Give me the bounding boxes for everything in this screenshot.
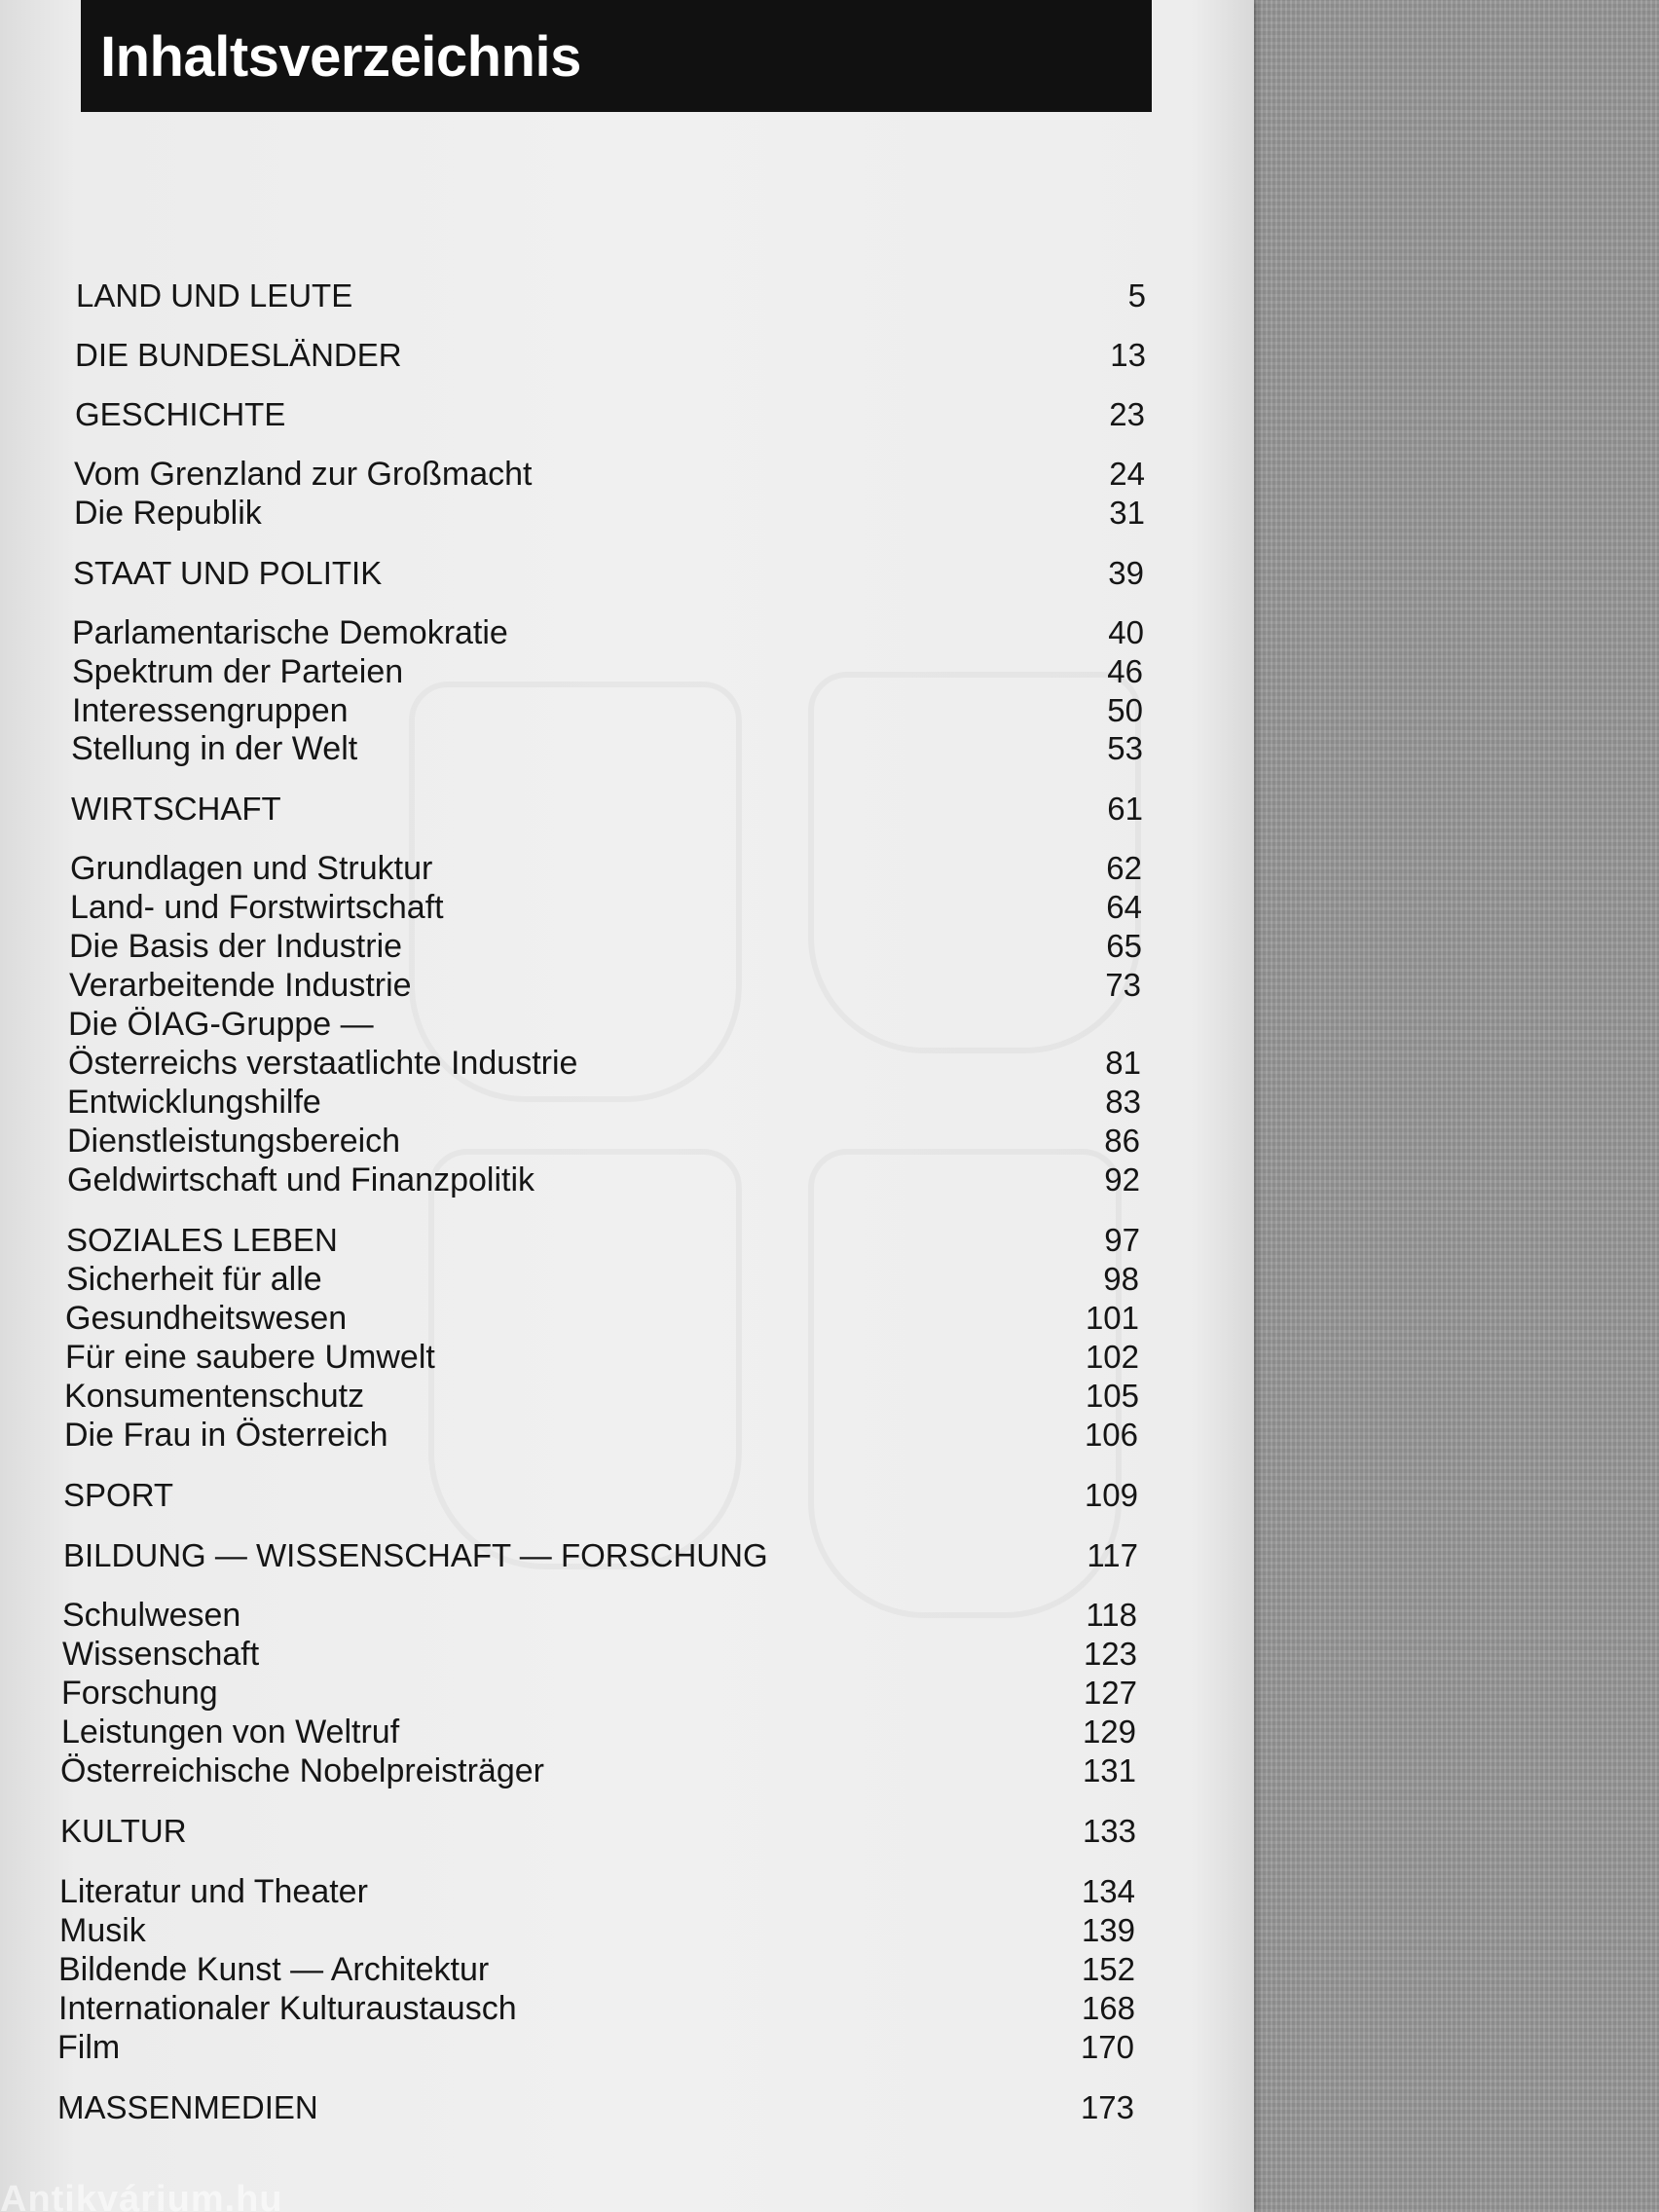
toc-page-number: 5: [1127, 277, 1146, 313]
toc-page-number: 61: [1107, 791, 1143, 827]
toc-section: [75, 337, 1146, 374]
toc-item: [74, 495, 1145, 533]
toc-label: Dienstleistungsbereich: [67, 1123, 401, 1160]
toc-page-number: 102: [1085, 1339, 1139, 1375]
toc-page-number: 97: [1104, 1222, 1140, 1258]
toc-item: [64, 1417, 1138, 1455]
toc-page-number: 134: [1081, 1873, 1135, 1909]
toc-label: Land- und Forstwirtschaft: [70, 889, 444, 926]
toc-page-number: 64: [1106, 889, 1142, 925]
toc-label: Die ÖIAG-Gruppe —: [68, 1006, 374, 1043]
toc-section: [75, 396, 1145, 433]
toc-label: Schulwesen: [62, 1597, 241, 1634]
toc-label: SPORT: [63, 1477, 174, 1513]
toc-item: [58, 1951, 1135, 1989]
toc-item: [62, 1597, 1137, 1635]
toc-label: Wissenschaft: [62, 1636, 260, 1673]
page-title: Inhaltsverzeichnis: [81, 0, 1152, 112]
toc-page-number: 39: [1108, 555, 1144, 591]
toc-page-number: 129: [1082, 1714, 1136, 1750]
toc-item: [61, 1675, 1137, 1713]
toc-label: Leistungen von Weltruf: [61, 1714, 400, 1751]
toc-label: Vom Grenzland zur Großmacht: [74, 456, 533, 493]
toc-label: Die Republik: [74, 495, 262, 532]
toc-item: [61, 1714, 1136, 1751]
toc-item: [70, 850, 1142, 888]
toc-page-number: 133: [1082, 1813, 1136, 1849]
toc-label: Sicherheit für alle: [66, 1261, 322, 1298]
toc-item: [72, 692, 1143, 730]
toc-item: [70, 889, 1142, 927]
toc-label: Parlamentarische Demokratie: [72, 614, 508, 651]
toc-section: [76, 277, 1146, 314]
toc-label: WIRTSCHAFT: [71, 791, 281, 827]
toc-item: [71, 730, 1143, 768]
toc-item: [69, 967, 1141, 1005]
toc-label: LAND UND LEUTE: [76, 277, 353, 313]
toc-label: Literatur und Theater: [59, 1873, 368, 1910]
toc-label: Die Frau in Österreich: [64, 1417, 388, 1454]
toc-section: [63, 1477, 1138, 1514]
toc-page-number: 62: [1106, 850, 1142, 886]
toc-page-number: 50: [1107, 692, 1143, 728]
toc-label: Musik: [59, 1912, 146, 1949]
toc-page-number: 24: [1109, 456, 1145, 492]
toc-page-number: 83: [1105, 1084, 1141, 1120]
toc-page-number: 118: [1086, 1597, 1137, 1633]
toc-section: [63, 1537, 1138, 1574]
toc-label: Spektrum der Parteien: [72, 653, 404, 690]
toc-label: KULTUR: [60, 1813, 187, 1849]
toc-item: [68, 1045, 1141, 1083]
toc-item: [65, 1300, 1139, 1338]
toc-page-number: 46: [1107, 653, 1143, 689]
toc-label: Die Basis der Industrie: [69, 928, 403, 965]
toc-page-number: 40: [1108, 614, 1144, 650]
toc-item: [67, 1161, 1140, 1199]
toc-item: [74, 456, 1145, 494]
toc-page-number: 168: [1081, 1990, 1135, 2026]
toc-label: Geldwirtschaft und Finanzpolitik: [67, 1161, 535, 1198]
toc-label: Entwicklungshilfe: [67, 1084, 321, 1121]
toc-page-number: 170: [1080, 2029, 1134, 2065]
toc-page-number: 23: [1109, 396, 1145, 432]
toc-item: [59, 1912, 1135, 1950]
toc-label: Grundlagen und Struktur: [70, 850, 433, 887]
toc-label: Österreichs verstaatlichte Industrie: [68, 1045, 578, 1082]
toc-item: [59, 1873, 1135, 1911]
toc-page-number: 13: [1110, 337, 1146, 373]
toc-page-number: 109: [1084, 1477, 1138, 1513]
toc-label: Bildende Kunst — Architektur: [58, 1951, 490, 1988]
toc-item: [57, 2029, 1134, 2067]
toc-label: STAAT UND POLITIK: [73, 555, 383, 591]
watermark: Antikvárium.hu: [0, 2179, 283, 2212]
toc-item: [68, 1006, 1141, 1044]
toc-page-number: 117: [1087, 1537, 1138, 1573]
toc-page-number: 98: [1103, 1261, 1139, 1297]
toc-item: [72, 614, 1144, 652]
toc-item: [67, 1084, 1141, 1122]
toc-section: [73, 555, 1144, 592]
toc-page-number: 31: [1109, 495, 1145, 531]
toc-section: [66, 1222, 1140, 1259]
toc-label: Forschung: [61, 1675, 218, 1712]
toc-page-number: 106: [1084, 1417, 1138, 1453]
toc-page-number: 53: [1107, 730, 1143, 766]
toc-page-number: 152: [1081, 1951, 1135, 1987]
toc-page-number: 127: [1083, 1675, 1137, 1711]
toc-label: GESCHICHTE: [75, 396, 286, 432]
toc-page-number: 105: [1085, 1378, 1139, 1414]
toc-item: [58, 1990, 1135, 2028]
toc-section: [71, 791, 1143, 828]
toc-label: Österreichische Nobelpreisträger: [60, 1752, 544, 1789]
toc-label: MASSENMEDIEN: [57, 2089, 318, 2125]
toc-page-number: 86: [1104, 1123, 1140, 1159]
toc-label: SOZIALES LEBEN: [66, 1222, 338, 1258]
toc-label: Film: [57, 2029, 121, 2066]
toc-section: [60, 1813, 1136, 1850]
toc-label: Internationaler Kulturaustausch: [58, 1990, 517, 2027]
toc-page-number: 73: [1105, 967, 1141, 1003]
toc-page-number: 131: [1082, 1752, 1136, 1788]
toc-label: Gesundheitswesen: [65, 1300, 348, 1337]
toc-page-number: 123: [1083, 1636, 1137, 1672]
toc-item: [60, 1752, 1136, 1790]
toc-label: BILDUNG — WISSENSCHAFT — FORSCHUNG: [63, 1537, 768, 1573]
toc-label: Interessengruppen: [72, 692, 349, 729]
toc-page-number: 65: [1106, 928, 1142, 964]
toc-label: Stellung in der Welt: [71, 730, 358, 767]
toc-item: [72, 653, 1143, 691]
toc-item: [66, 1261, 1139, 1299]
toc-label: Konsumentenschutz: [64, 1378, 365, 1415]
toc-label: DIE BUNDESLÄNDER: [75, 337, 402, 373]
toc-item: [64, 1378, 1139, 1416]
toc-page-number: 173: [1080, 2089, 1134, 2125]
toc-page-number: 81: [1105, 1045, 1141, 1081]
toc-item: [67, 1123, 1140, 1161]
toc-item: [65, 1339, 1139, 1377]
toc-section: [57, 2089, 1134, 2126]
toc-page-number: 92: [1104, 1161, 1140, 1198]
toc-page-number: 139: [1081, 1912, 1135, 1948]
background-surface: [1251, 0, 1659, 2212]
toc-page-number: 101: [1085, 1300, 1139, 1336]
toc-label: Für eine saubere Umwelt: [65, 1339, 435, 1376]
toc-item: [62, 1636, 1137, 1674]
toc-item: [69, 928, 1142, 966]
toc-label: Verarbeitende Industrie: [69, 967, 412, 1004]
